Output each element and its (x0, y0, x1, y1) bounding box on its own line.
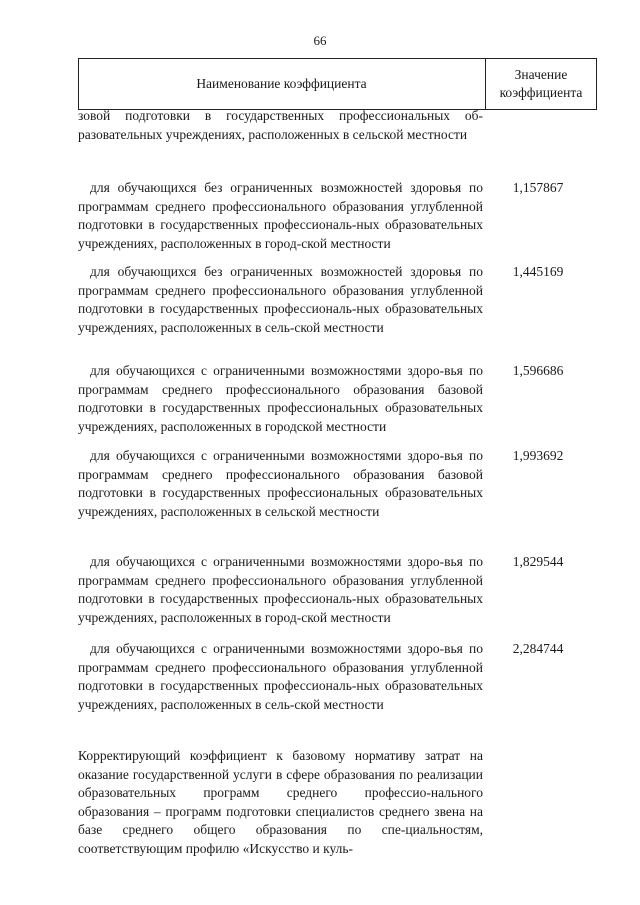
coefficient-name: для обучающихся без ограниченных возможностей здоровья по программам среднего профессионального образования углубленной подготовки в государственных профессиональ-ных образовательных учреждениях, расположенных в сель-ской местности (78, 264, 483, 335)
coefficient-value-header: Значение коэффициента (499, 67, 583, 100)
coefficient-name: для обучающихся без ограниченных возможностей здоровья по программам среднего профессионального образования углубленной подготовки в государственных профессиональ-ных образовательных учреждениях, расположенных в город-ской местности (78, 180, 483, 251)
coefficient-name: зовой подготовки в государственных профессиональных об-разовательных учреждениях, расположенных в сельской местности (78, 108, 483, 142)
coefficient-name: для обучающихся с ограниченными возможностями здоро-вья по программам среднего профессионального образования углубленной подготовки в государственных профессиональ-ных образовательных учреждениях, расположенных в город-ской местности (78, 554, 483, 625)
page-number: 66 (313, 33, 327, 48)
coefficient-name-header: Наименование коэффициента (196, 76, 367, 91)
coefficient-value: 1,157867 (512, 180, 564, 195)
coefficient-name: для обучающихся с ограниченными возможностями здоро-вья по программам среднего профессионального образования базовой подготовки в государственных профессиональных образовательных учреждениях, расположенных в городской местности (78, 363, 483, 434)
coefficient-value: 2,284744 (512, 641, 564, 656)
coefficient-value: 1,596686 (512, 363, 564, 378)
coefficient-value: 1,993692 (512, 448, 564, 463)
correction-coefficient-paragraph: Корректирующий коэффициент к базовому нормативу затрат на оказание государственной услуги в сфере образования по реализации образовательных программ среднего профессио-нального образования – программ подготовки специалистов среднего звена на базе среднего общего образования по спе-циальностям, соответствующим профилю «Искусство и куль- (78, 748, 483, 856)
coefficient-value: 1,445169 (512, 264, 564, 279)
coefficient-value: 1,829544 (512, 554, 564, 569)
coefficient-name: для обучающихся с ограниченными возможностями здоро-вья по программам среднего профессионального образования углубленной подготовки в государственных профессиональ-ных образовательных учреждениях, расположенных в сель-ской местности (78, 641, 483, 712)
table-header (78, 58, 597, 108)
coefficient-name: для обучающихся с ограниченными возможностями здоро-вья по программам среднего профессионального образования базовой подготовки в государственных профессиональных образовательных учреждениях, расположенных в сельской местности (78, 448, 483, 519)
